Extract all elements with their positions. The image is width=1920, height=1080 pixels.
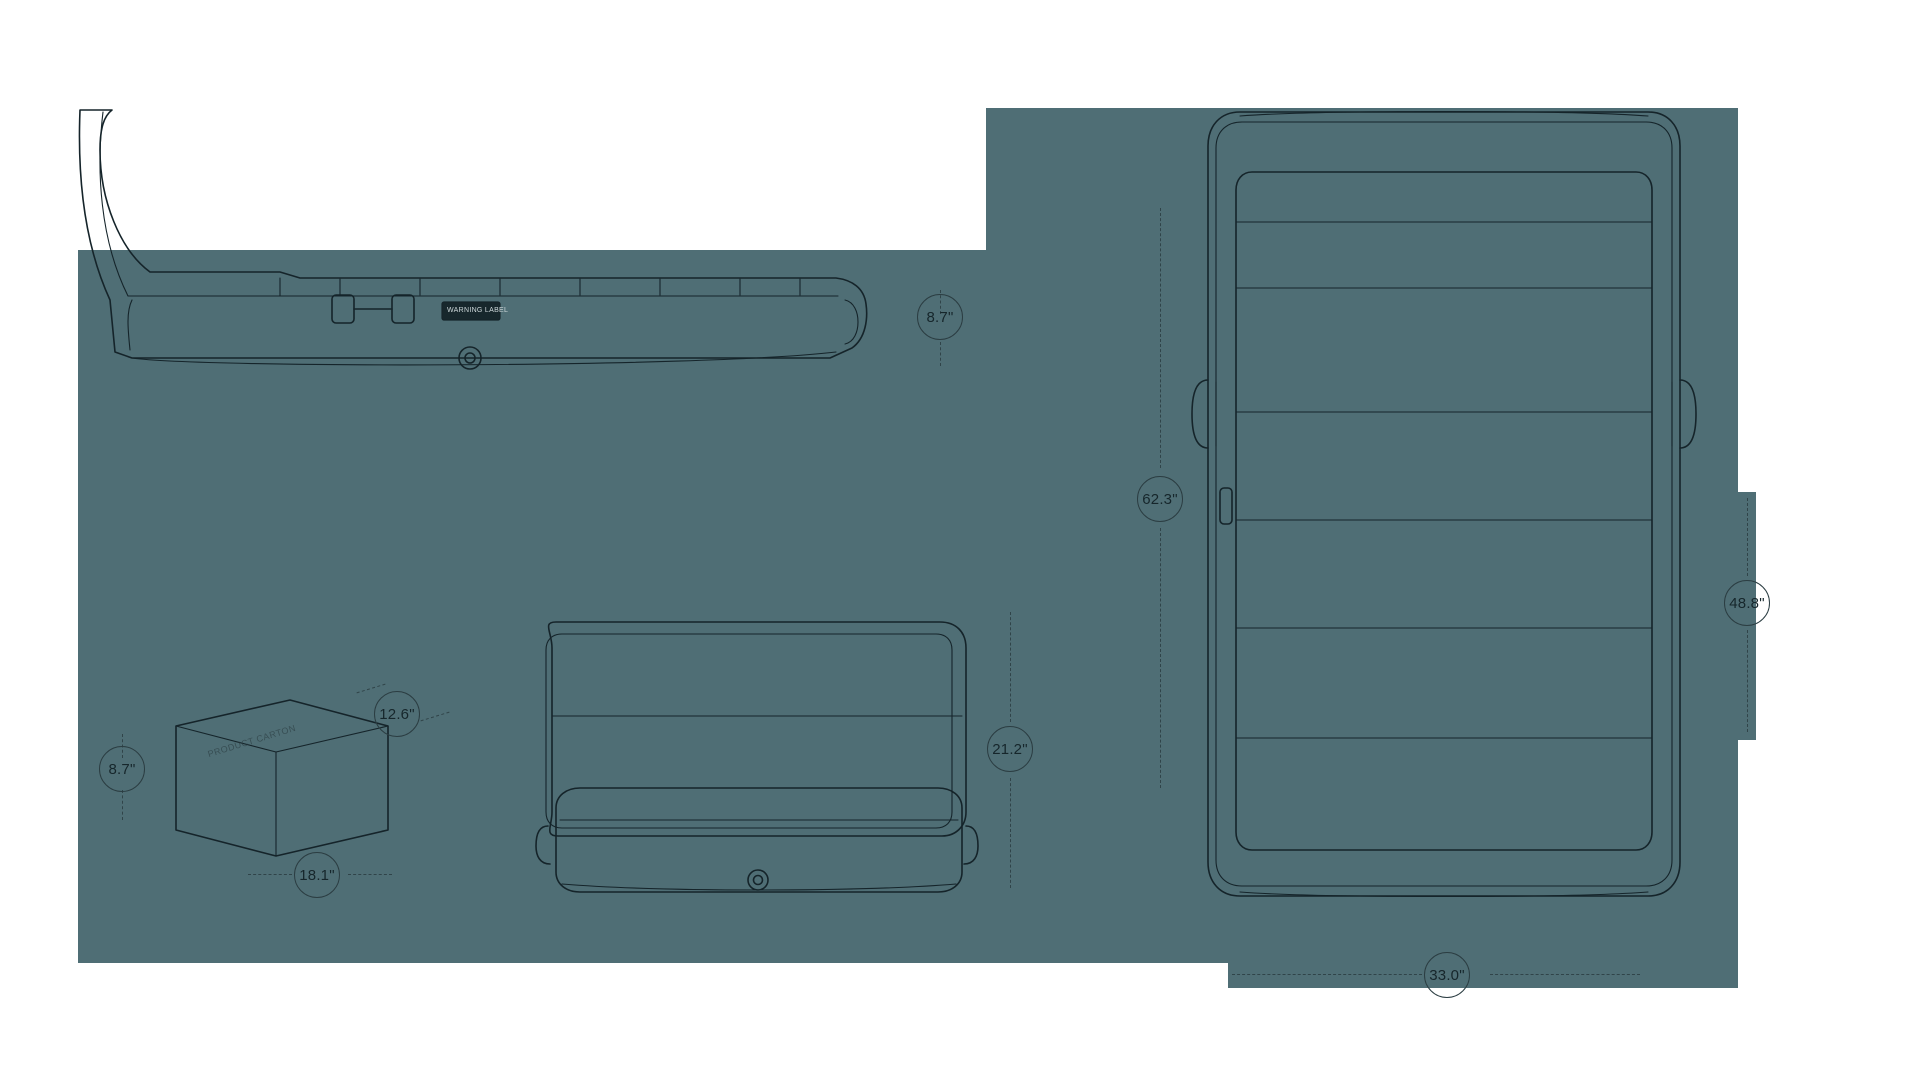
dimline-top-length-upper — [1160, 208, 1161, 468]
carton-print-label: PRODUCT CARTON — [206, 722, 297, 760]
dimline-carton-width-right — [348, 874, 392, 875]
side-warning-tag-text: WARNING LABEL — [447, 307, 509, 314]
dimline-side-height-lower — [940, 342, 941, 366]
carton-view — [176, 700, 388, 856]
dimline-top-width-left — [1232, 974, 1422, 975]
dim-carton-width: 18.1" — [294, 852, 340, 898]
dimline-top-side-upper — [1747, 498, 1748, 576]
dimline-carton-width-left — [248, 874, 292, 875]
dim-top-width: 33.0" — [1424, 952, 1470, 998]
front-view — [536, 622, 978, 892]
top-view — [1192, 112, 1696, 897]
dimline-carton-height-lower — [122, 790, 123, 820]
dim-top-length: 62.3" — [1137, 476, 1183, 522]
dim-top-side: 48.8" — [1724, 580, 1770, 626]
dim-side-height: 8.7" — [917, 294, 963, 340]
dimline-front-height-lower — [1010, 778, 1011, 888]
dim-carton-depth: 12.6" — [374, 691, 420, 737]
side-view — [79, 110, 866, 369]
dimline-top-width-right — [1490, 974, 1640, 975]
dimline-front-height-upper — [1010, 612, 1011, 722]
dimline-top-side-lower — [1747, 630, 1748, 732]
dim-carton-height: 8.7" — [99, 746, 145, 792]
dimline-top-length-lower — [1160, 528, 1161, 788]
dim-front-height: 21.2" — [987, 726, 1033, 772]
